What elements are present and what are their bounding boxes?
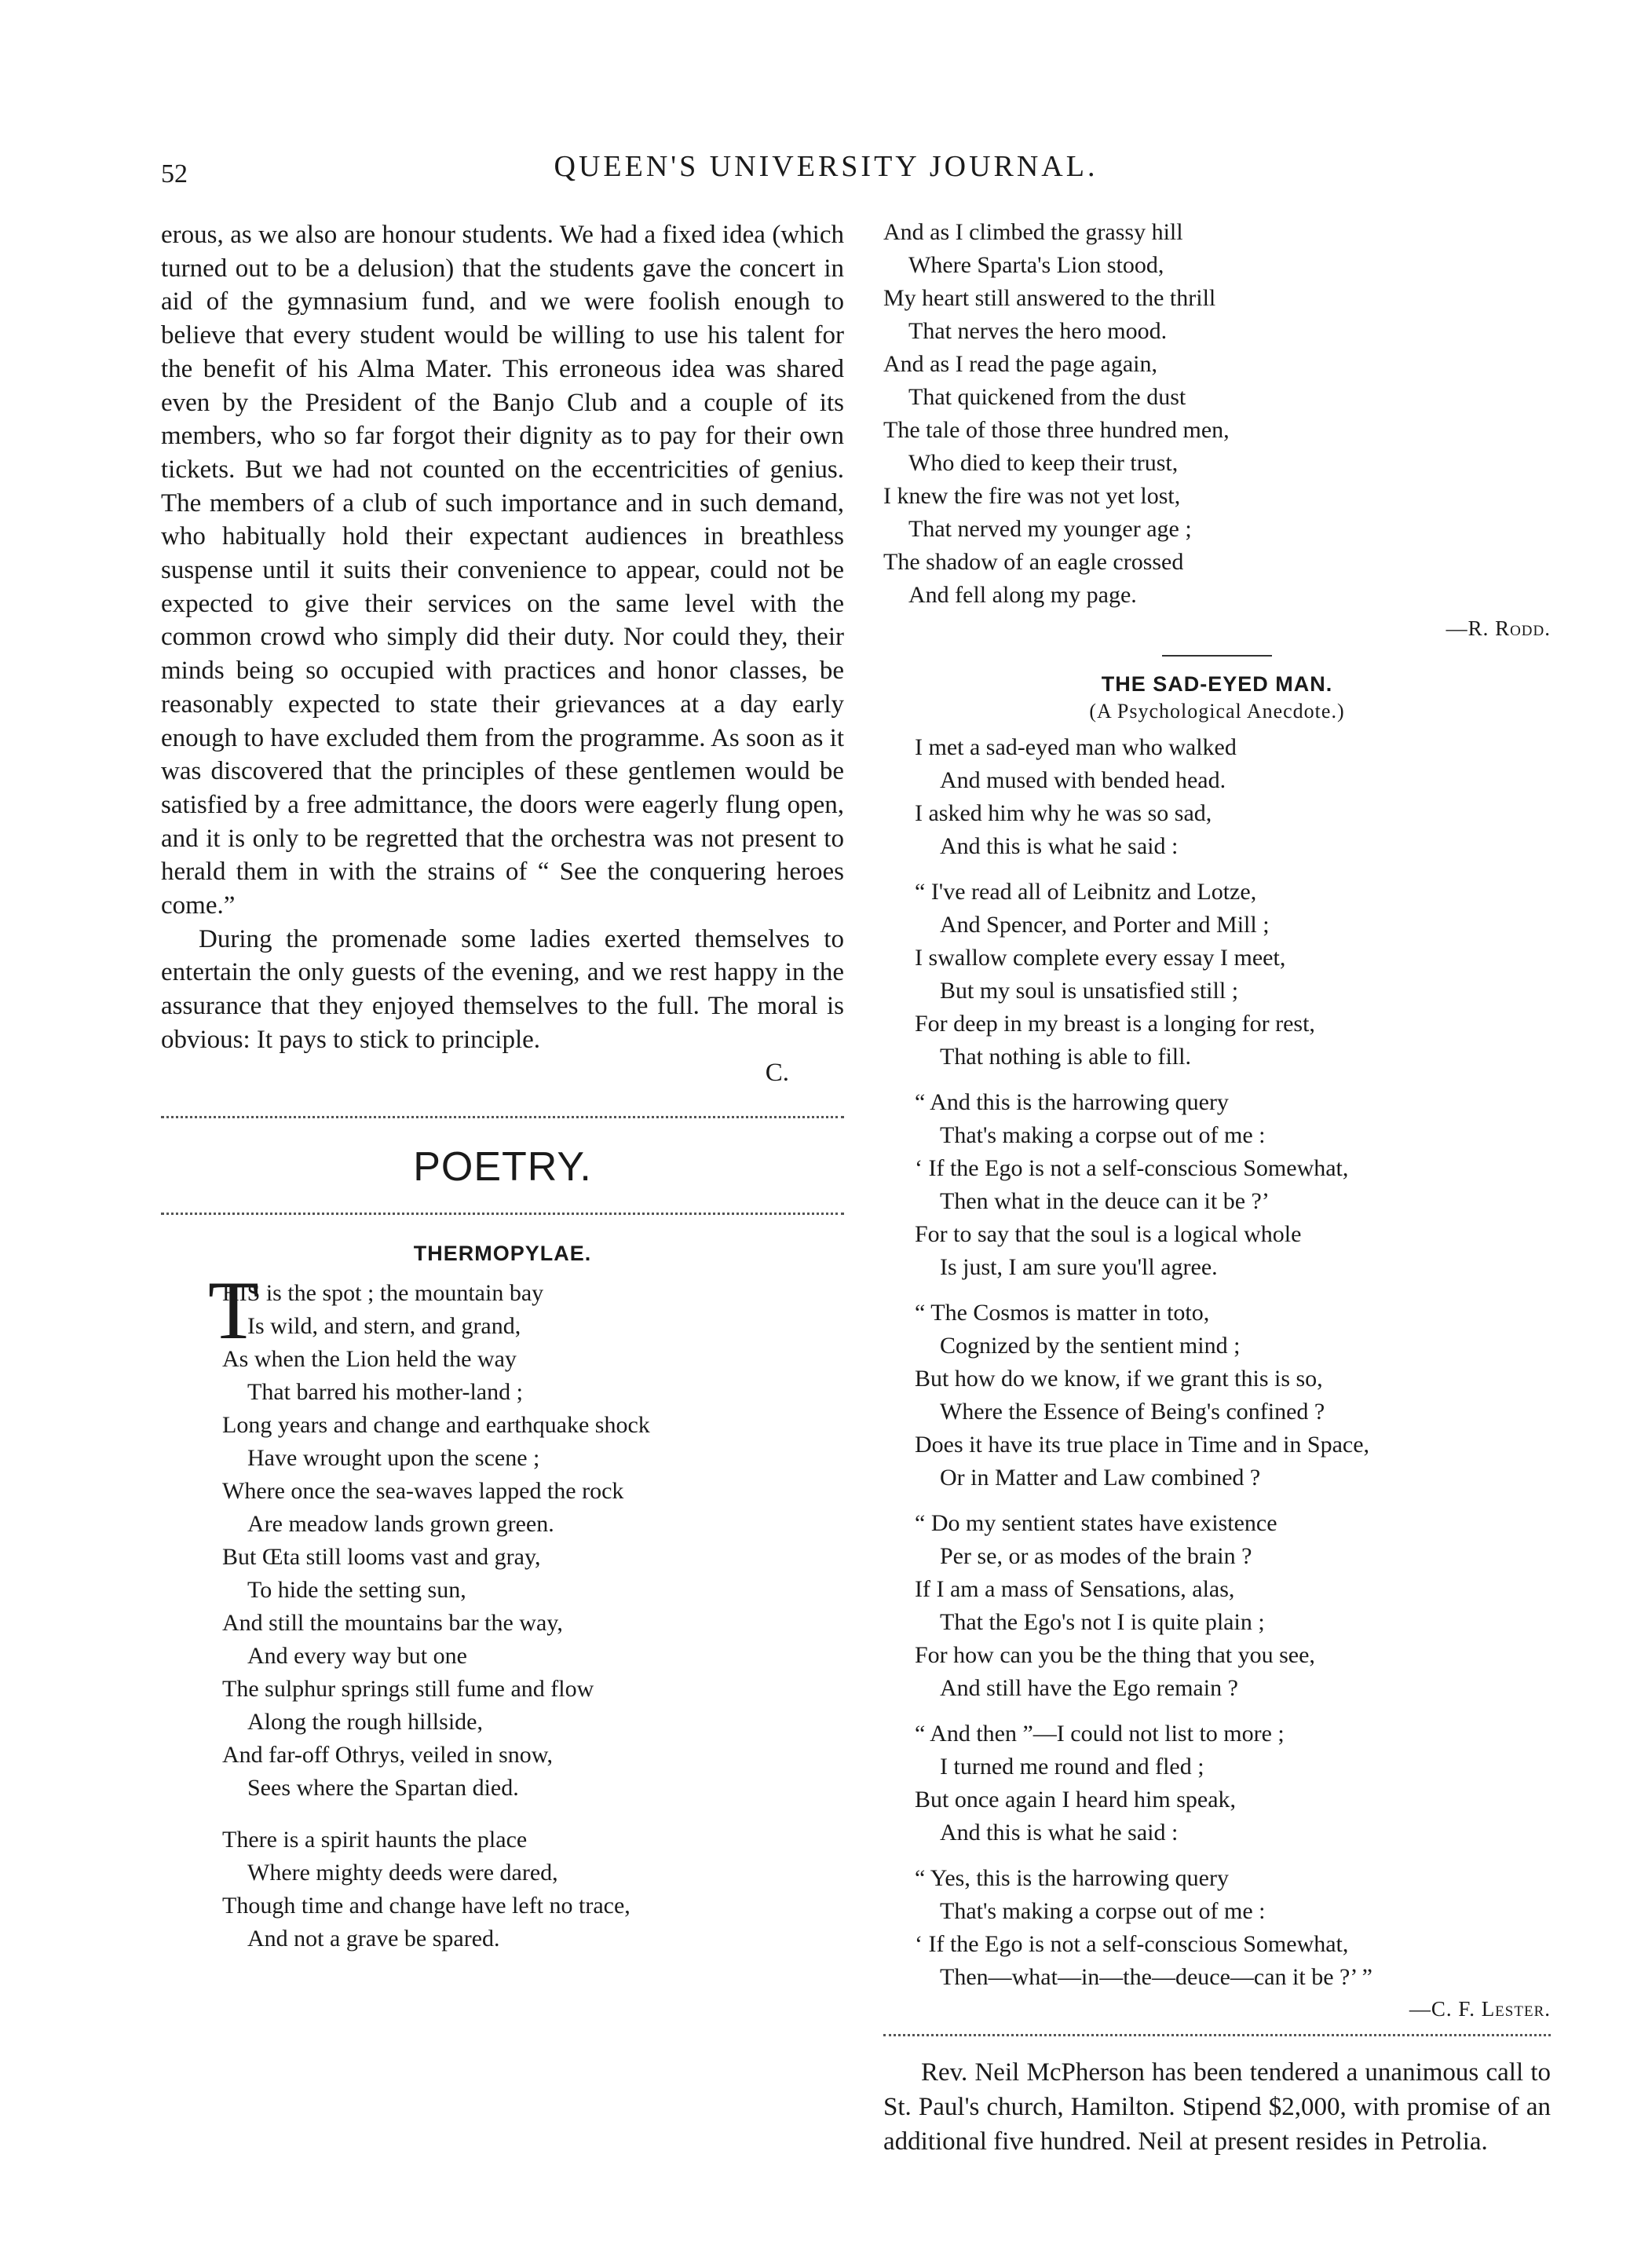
verse-line: As when the Lion held the way <box>222 1345 517 1372</box>
verse-line: And this is what he said : <box>940 833 1179 859</box>
stanza <box>883 1507 1551 1705</box>
verse-line: Where Sparta's Lion stood, <box>908 252 1164 278</box>
verse-line: The shadow of an eagle crossed <box>883 549 1184 575</box>
verse-line: And still the mountains bar the way, <box>222 1609 563 1636</box>
thermopylae-stanza-2 <box>161 1824 844 1955</box>
article-paragraph-2: During the promenade some ladies exerted themselves to entertain the only guests of the evening, and we rest happy in the assurance that they enjoyed themselves to the full. The moral is obvious: It pays to stick to principle. <box>161 924 844 1054</box>
thermopylae-stanza-3 <box>883 216 1551 612</box>
verse-line: And not a grave be spared. <box>247 1925 500 1952</box>
sad-eyed-man-stanzas <box>883 731 1551 1994</box>
verse-line: Is just, I am sure you'll agree. <box>940 1254 1218 1280</box>
verse-line: That quickened from the dust <box>908 384 1186 410</box>
verse-line: “ Do my sentient states have existence <box>915 1510 1277 1536</box>
verse-line: ‘ If the Ego is not a self-conscious Somewhat, <box>915 1155 1349 1181</box>
verse-line: To hide the setting sun, <box>247 1576 466 1603</box>
verse-line: That's making a corpse out of me : <box>940 1122 1266 1148</box>
verse-line: But my soul is unsatisfied still ; <box>940 978 1239 1004</box>
verse-line: That the Ego's not I is quite plain ; <box>940 1609 1265 1635</box>
verse-line: I knew the fire was not yet lost, <box>883 483 1181 509</box>
verse-line: But how do we know, if we grant this is so, <box>915 1366 1323 1392</box>
verse-line: And this is what he said : <box>940 1820 1179 1845</box>
verse-line: ‘ If the Ego is not a self-conscious Somewhat, <box>915 1931 1349 1957</box>
verse-line: But Œta still looms vast and gray, <box>222 1543 541 1570</box>
verse-line: I met a sad-eyed man who walked <box>915 734 1237 760</box>
verse-line: That's making a corpse out of me : <box>940 1898 1266 1924</box>
thermopylae-attribution: —R. Rodd. <box>1446 616 1551 640</box>
verse-line: For to say that the soul is a logical whole <box>915 1221 1302 1247</box>
verse-line: “ Yes, this is the harrowing query <box>915 1865 1229 1891</box>
article-continuation <box>161 218 844 1088</box>
right-column <box>883 216 1551 2159</box>
verse-line: That barred his mother-land ; <box>247 1378 523 1405</box>
poetry-section-title: POETRY. <box>413 1143 592 1190</box>
verse-line: And fell along my page. <box>908 582 1137 608</box>
verse-line: For how can you be the thing that you see, <box>915 1642 1315 1668</box>
poem-divider <box>1162 655 1272 657</box>
poem-title-sad-eyed-man: THE SAD-EYED MAN. <box>1101 672 1333 696</box>
page-number: 52 <box>161 159 188 188</box>
verse-line: And as I climbed the grassy hill <box>883 219 1183 245</box>
verse-line: HIS is the spot ; the mountain bay <box>222 1279 544 1306</box>
verse-line: There is a spirit haunts the place <box>222 1826 528 1853</box>
verse-line: If I am a mass of Sensations, alas, <box>915 1576 1235 1602</box>
verse-line: Per se, or as modes of the brain ? <box>940 1543 1252 1569</box>
poem-subtitle: (A Psychological Anecdote.) <box>1089 700 1345 722</box>
verse-line: That nerved my younger age ; <box>908 516 1192 542</box>
notice-mcpherson <box>883 2055 1551 2159</box>
verse-line: Along the rough hillside, <box>247 1708 483 1735</box>
stanza <box>883 1717 1551 1849</box>
verse-line: I swallow complete every essay I meet, <box>915 945 1286 971</box>
stanza <box>883 876 1551 1074</box>
verse-line: Where mighty deeds were dared, <box>247 1859 558 1886</box>
journal-title: QUEEN'S UNIVERSITY JOURNAL. <box>554 150 1098 183</box>
verse-line: I turned me round and fled ; <box>940 1754 1204 1780</box>
verse-line: “ And then ”—I could not list to more ; <box>915 1721 1285 1747</box>
verse-line: Then what in the deuce can it be ?’ <box>940 1188 1270 1214</box>
verse-line: “ And this is the harrowing query <box>915 1089 1229 1115</box>
article-paragraph-1: erous, as we also are honour students. We had a fixed idea (which turned out to be a delusion) that the students gave the concert in aid of the gymnasium fund, and we were foolish enough to believe that every student would be willing to use his talent for the benefit of his Alma Mater. This erroneous idea was shared even by the President of the Banjo Club and a couple of its members, who so far forgot their dignity as to pay for their own tickets. But we had not counted on the eccentricities of genius. The members of a club of such importance and in such demand, who habitually hold their expectant audiences in breathless suspense until it suits their convenience to appear, could not be expected to give their services on the same level with the common crowd who simply did their duty. Nor could they, their minds being so occupied with practices and honor classes, be reasonably expected to state their grievances at a day early enough to have excluded them from the programme. As soon as it was discovered that the principles of these gentlemen would be satisfied by a free admittance, the doors were eagerly flung open, and it is only to be regretted that the orchestra was not present to herald them in with the strains of “ See the conquering heroes come.” <box>161 221 844 920</box>
verse-line: And still have the Ego remain ? <box>940 1675 1238 1701</box>
verse-line: But once again I heard him speak, <box>915 1787 1237 1813</box>
verse-line: Cognized by the sentient mind ; <box>940 1333 1241 1359</box>
sad-eyed-man-attribution: —C. F. Lester. <box>1409 1997 1551 2021</box>
verse-line: Does it have its true place in Time and in Space, <box>915 1432 1370 1458</box>
verse-line: That nerves the hero mood. <box>908 318 1168 344</box>
verse-line: The sulphur springs still fume and flow <box>222 1675 594 1702</box>
thermopylae-stanza-1 <box>161 1264 844 1805</box>
verse-line: Though time and change have left no trace, <box>222 1892 630 1919</box>
verse-line: And Spencer, and Porter and Mill ; <box>940 912 1270 938</box>
stanza <box>883 1862 1551 1994</box>
verse-line: That nothing is able to fill. <box>940 1044 1191 1070</box>
verse-line: Have wrought upon the scene ; <box>247 1444 540 1471</box>
stanza <box>883 731 1551 863</box>
verse-line: Or in Matter and Law combined ? <box>940 1465 1261 1491</box>
verse-line: Then—what—in—the—deuce—can it be ?’ ” <box>940 1964 1372 1990</box>
verse-line: I asked him why he was so sad, <box>915 800 1212 826</box>
drop-cap: T <box>208 1264 259 1356</box>
article-signature: C. <box>765 1058 789 1087</box>
verse-line: Where once the sea-waves lapped the rock <box>222 1477 624 1504</box>
verse-line: Long years and change and earthquake shock <box>222 1411 650 1438</box>
verse-line: And far-off Othrys, veiled in snow, <box>222 1741 553 1768</box>
verse-line: Sees where the Spartan died. <box>247 1774 519 1801</box>
verse-line: Are meadow lands grown green. <box>247 1510 554 1537</box>
verse-line: “ The Cosmos is matter in toto, <box>915 1300 1210 1326</box>
verse-line: “ I've read all of Leibnitz and Lotze, <box>915 879 1257 905</box>
verse-line: And every way but one <box>247 1642 467 1669</box>
verse-line: My heart still answered to the thrill <box>883 285 1216 311</box>
stanza <box>883 1086 1551 1284</box>
verse-line: Who died to keep their trust, <box>908 450 1179 476</box>
stanza <box>883 1297 1551 1494</box>
notice-text: Rev. Neil McPherson has been tendered a unanimous call to St. Paul's church, Hamilton. Stipend $2,000, with promise of an additional five hundred. Neil at present resides in Petrolia. <box>883 2058 1551 2156</box>
verse-line: The tale of those three hundred men, <box>883 417 1230 443</box>
verse-line: Is wild, and stern, and grand, <box>247 1312 521 1339</box>
verse-line: And as I read the page again, <box>883 351 1158 377</box>
verse-line: Where the Essence of Being's confined ? <box>940 1399 1325 1425</box>
verse-line: And mused with bended head. <box>940 767 1226 793</box>
poem-title-thermopylae: THERMOPYLAE. <box>413 1241 592 1265</box>
left-column <box>161 218 844 1955</box>
verse-line: For deep in my breast is a longing for rest, <box>915 1011 1315 1037</box>
